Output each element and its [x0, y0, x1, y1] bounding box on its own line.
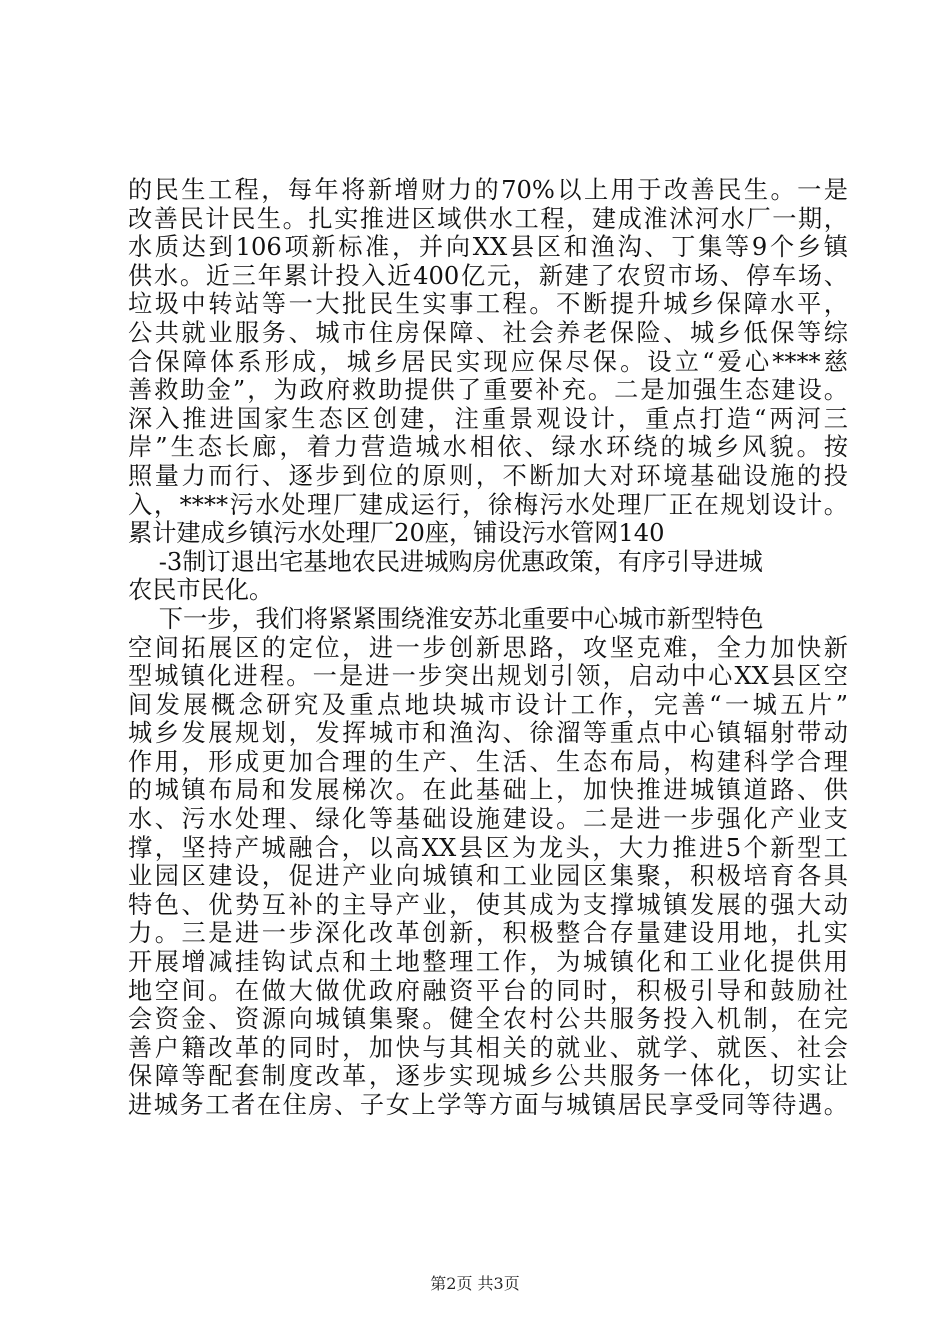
text-line: 作用，形成更加合理的生产、生活、生态布局，构建科学合理: [128, 747, 848, 776]
text-line: -3制订退出宅基地农民进城购房优惠政策，有序引导进城: [128, 547, 763, 576]
text-line: 岸”生态长廊，着力营造城水相依、绿水环绕的城乡风貌。按: [128, 433, 848, 462]
text-line: 力。三是进一步深化改革创新，积极整合存量建设用地，扎实: [128, 919, 848, 948]
text-line: 的民生工程，每年将新增财力的70%以上用于改善民生。一是: [128, 176, 848, 204]
text-line: 照量力而行、逐步到位的原则，不断加大对环境基础设施的投: [128, 461, 848, 490]
text-line: 会资金、资源向城镇集聚。健全农村公共服务投入机制，在完: [128, 1005, 848, 1034]
text-line: 公共就业服务、城市住房保障、社会养老保险、城乡低保等综: [128, 318, 848, 347]
text-line: 撑，坚持产城融合，以高XX县区为龙头，大力推进5个新型工: [128, 833, 848, 862]
text-line: 开展增减挂钩试点和土地整理工作，为城镇化和工业化提供用: [128, 948, 848, 977]
text-line: 下一步，我们将紧紧围绕淮安苏北重要中心城市新型特色: [128, 604, 764, 633]
body-text: [128, 176, 848, 1120]
text-line: 业园区建设，促进产业向城镇和工业园区集聚，积极培育各具: [128, 862, 848, 891]
text-line: 城乡发展规划，发挥城市和渔沟、徐溜等重点中心镇辐射带动: [128, 719, 848, 748]
text-line: 空间拓展区的定位，进一步创新思路，攻坚克难，全力加快新: [128, 633, 848, 662]
text-line: 型城镇化进程。一是进一步突出规划引领，启动中心XX县区空: [128, 662, 848, 691]
text-line: 进城务工者在住房、子女上学等方面与城镇居民享受同等待遇。: [128, 1091, 848, 1119]
text-line: 善户籍改革的同时，加快与其相关的就业、就学、就医、社会: [128, 1033, 848, 1062]
text-line: 改善民计民生。扎实推进区域供水工程，建成淮沭河水厂一期，: [128, 204, 848, 233]
text-line: 农民市民化。: [128, 576, 274, 605]
text-line: 供水。近三年累计投入近400亿元，新建了农贸市场、停车场、: [128, 261, 848, 290]
text-line: 累计建成乡镇污水处理厂20座，铺设污水管网140: [128, 519, 665, 548]
text-line: 特色、优势互补的主导产业，使其成为支撑城镇发展的强大动: [128, 890, 848, 919]
text-line: 的城镇布局和发展梯次。在此基础上，加快推进城镇道路、供: [128, 776, 848, 805]
text-line: 合保障体系形成，城乡居民实现应保尽保。设立“爱心****慈: [128, 347, 848, 376]
text-line: 深入推进国家生态区创建，注重景观设计，重点打造“两河三: [128, 404, 848, 433]
text-line: 垃圾中转站等一大批民生实事工程。不断提升城乡保障水平，: [128, 290, 848, 319]
text-line: 间发展概念研究及重点地块城市设计工作，完善“一城五片”: [128, 690, 848, 719]
text-line: 善救助金”，为政府救助提供了重要补充。二是加强生态建设。: [128, 376, 848, 405]
page-footer: 第2页 共3页: [430, 1274, 520, 1293]
text-line: 水质达到106项新标准，并向XX县区和渔沟、丁集等9个乡镇: [128, 233, 848, 262]
text-line: 入，****污水处理厂建成运行，徐梅污水处理厂正在规划设计。: [128, 490, 848, 519]
text-line: 保障等配套制度改革，逐步实现城乡公共服务一体化，切实让: [128, 1062, 848, 1091]
text-line: 水、污水处理、绿化等基础设施建设。二是进一步强化产业支: [128, 805, 848, 834]
text-line: 地空间。在做大做优政府融资平台的同时，积极引导和鼓励社: [128, 976, 848, 1005]
